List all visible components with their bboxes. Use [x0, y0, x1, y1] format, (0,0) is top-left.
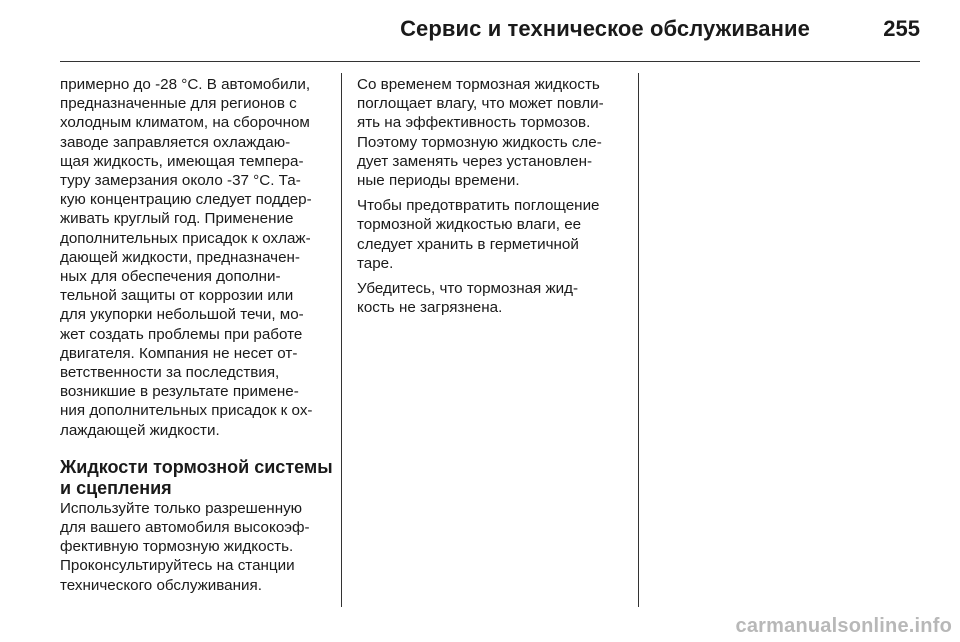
- text-line: для укупорки небольшой течи, мо-: [60, 306, 304, 324]
- text-line: Поэтому тормозную жидкость сле-: [357, 133, 602, 151]
- header-divider: [60, 61, 920, 62]
- page-title: Сервис и техническое обслуживание: [400, 16, 810, 41]
- brake-fluid-paragraph: [60, 499, 336, 595]
- text-line: ния дополнительных присадок к ох-: [60, 402, 313, 420]
- text-line: Используйте только разрешенную: [60, 499, 303, 517]
- text-line: примерно до -28 °C. В автомобили,: [60, 76, 311, 93]
- text-line: кую концентрацию следует поддер-: [60, 191, 312, 209]
- heading-line: Жидкости тормозной системы: [60, 456, 333, 477]
- watermark: carmanualsonline.info: [735, 615, 952, 637]
- text-line: дополнительных присадок к охлаж-: [60, 229, 311, 247]
- text-line: ных для обеспечения дополни-: [60, 268, 281, 286]
- storage-paragraph: [357, 196, 627, 273]
- text-line: живать круглый год. Применение: [60, 210, 294, 228]
- text-line: Проконсультируйтесь на станции: [60, 557, 295, 575]
- moisture-paragraph: [357, 75, 627, 190]
- text-line: фективную тормозную жидкость.: [60, 538, 294, 556]
- text-line: Убедитесь, что тормозная жид-: [357, 280, 579, 298]
- text-line: для вашего автомобиля высокоэф-: [60, 519, 310, 537]
- text-line: ять на эффективность тормозов.: [357, 114, 591, 132]
- page-number: 255: [883, 16, 920, 41]
- text-line: двигателя. Компания не несет от-: [60, 344, 298, 362]
- text-line: возникшие в результате примене-: [60, 383, 299, 401]
- text-line: ные периоды времени.: [357, 172, 520, 190]
- left-column: [60, 75, 336, 595]
- heading-line: и сцепления: [60, 477, 172, 498]
- section-heading-brake-fluid: [60, 457, 336, 499]
- text-line: тельной защиты от коррозии или: [60, 287, 294, 305]
- text-line: ветственности за последствия,: [60, 364, 280, 382]
- column-divider-right: [638, 73, 639, 607]
- text-line: туру замерзания около -37 °C. Та-: [60, 172, 301, 190]
- text-line: холодным климатом, на сборочном: [60, 114, 310, 132]
- middle-column: [357, 75, 627, 323]
- text-line: лаждающей жидкости.: [60, 421, 220, 439]
- text-line: дует заменять через установлен-: [357, 152, 593, 170]
- contamination-paragraph: [357, 279, 627, 317]
- text-line: предназначенные для регионов с: [60, 95, 297, 113]
- text-line: Со временем тормозная жидкость: [357, 76, 600, 93]
- text-line: кость не загрязнена.: [357, 299, 503, 317]
- text-line: дающей жидкости, предназначен-: [60, 248, 300, 266]
- text-line: тормозной жидкостью влаги, ее: [357, 216, 582, 234]
- text-line: заводе заправляется охлаждаю-: [60, 133, 291, 151]
- text-line: жет создать проблемы при работе: [60, 325, 303, 343]
- text-line: технического обслуживания.: [60, 576, 262, 594]
- text-line: следует хранить в герметичной: [357, 235, 579, 253]
- page-header: [60, 0, 920, 62]
- text-line: щая жидкость, имеющая темпера-: [60, 152, 304, 170]
- text-line: таре.: [357, 254, 394, 272]
- column-divider-left: [341, 73, 342, 607]
- text-line: поглощает влагу, что может повли-: [357, 95, 604, 113]
- coolant-paragraph: [60, 75, 336, 440]
- text-line: Чтобы предотвратить поглощение: [357, 197, 600, 215]
